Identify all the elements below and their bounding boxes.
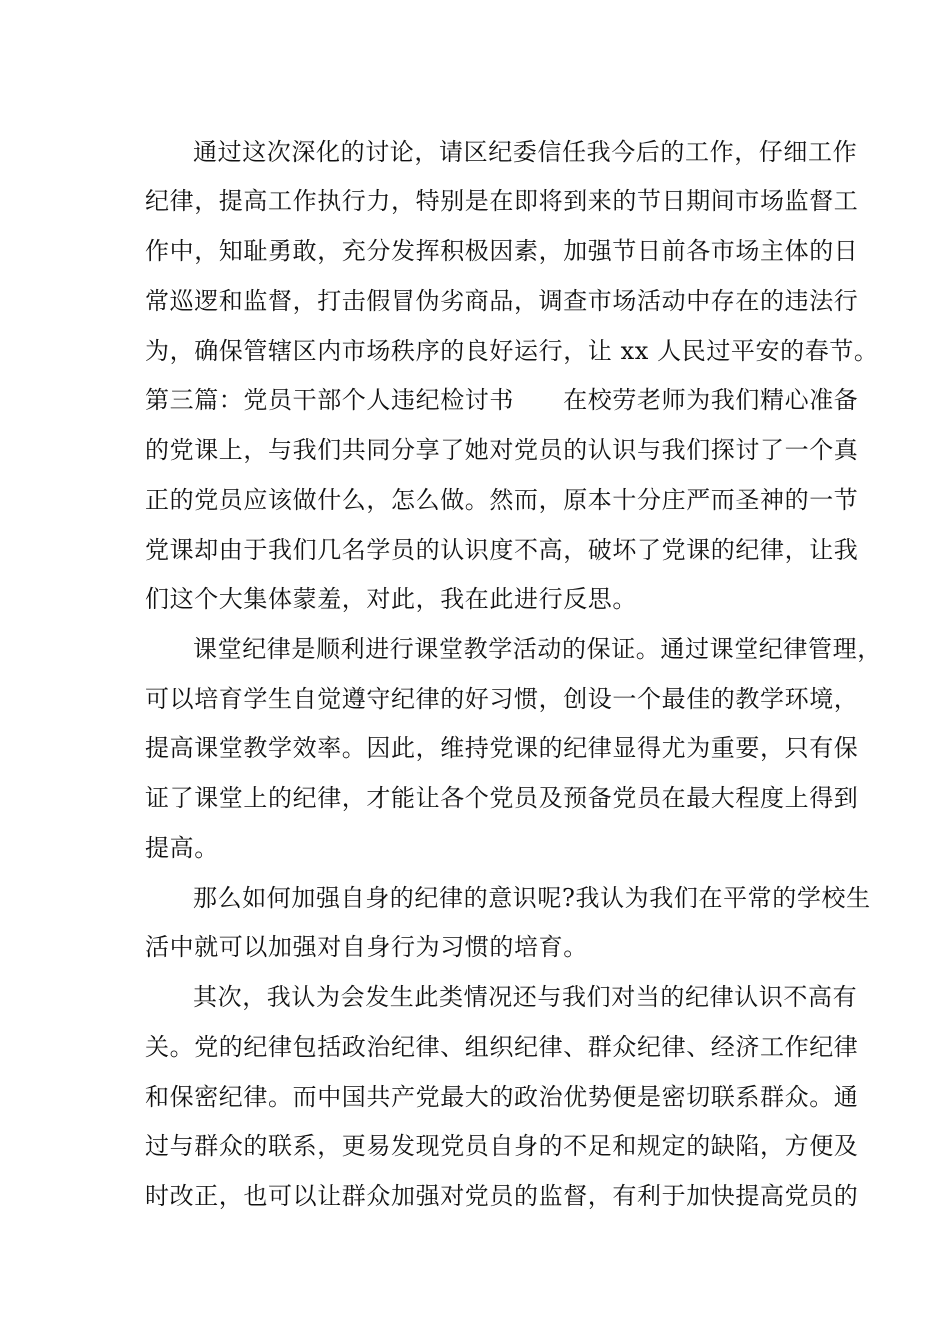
text-line-1: 通过这次深化的讨论，请区纪委信任我今后的工作，仔细工作 bbox=[193, 138, 858, 166]
section-heading-line: 第三篇：党员干部个人违纪检讨书 在校劳老师为我们精心准备 bbox=[145, 386, 859, 414]
text-line-17: 活中就可以加强对自身行为习惯的培育。 bbox=[145, 933, 588, 961]
text-line-2: 纪律，提高工作执行力，特别是在即将到来的节日期间市场监督工 bbox=[145, 187, 859, 215]
text-line-13: 提高课堂教学效率。因此，维持党课的纪律显得尤为重要，只有保 bbox=[145, 734, 859, 762]
text-line-4: 常巡逻和监督，打击假冒伪劣商品，调查市场活动中存在的违法行 bbox=[145, 287, 859, 315]
text-line-15: 提高。 bbox=[145, 834, 219, 862]
text-line-12: 可以培育学生自觉遵守纪律的好习惯，创设一个最佳的教学环境， bbox=[145, 685, 859, 713]
text-line-7: 的党课上，与我们共同分享了她对党员的认识与我们探讨了一个真 bbox=[145, 436, 859, 464]
text-line-19: 关。党的纪律包括政治纪律、组织纪律、群众纪律、经济工作纪律 bbox=[145, 1033, 859, 1061]
text-line-10: 们这个大集体蒙羞，对此，我在此进行反思。 bbox=[145, 585, 637, 613]
text-line-20: 和保密纪律。而中国共产党最大的政治优势便是密切联系群众。通 bbox=[145, 1083, 859, 1111]
text-line-9: 党课却由于我们几名学员的认识度不高，破坏了党课的纪律，让我 bbox=[145, 536, 859, 564]
text-line-3: 作中，知耻勇敢，充分发挥积极因素，加强节日前各市场主体的日 bbox=[145, 237, 859, 265]
text-line-21: 过与群众的联系，更易发现党员自身的不足和规定的缺陷，方便及 bbox=[145, 1132, 859, 1160]
text-line-18: 其次，我认为会发生此类情况还与我们对当的纪律认识不高有 bbox=[193, 983, 858, 1011]
text-line-22: 时改正，也可以让群众加强对党员的监督，有利于加快提高党员的 bbox=[145, 1182, 859, 1210]
text-line-8: 正的党员应该做什么，怎么做。然而，原本十分庄严而圣神的一节 bbox=[145, 486, 859, 514]
text-line-16: 那么如何加强自身的纪律的意识呢?我认为我们在平常的学校生 bbox=[193, 884, 871, 912]
text-line-5: 为，确保管辖区内市场秩序的良好运行，让 xx 人民过平安的春节。 bbox=[145, 337, 879, 365]
text-line-11: 课堂纪律是顺利进行课堂教学活动的保证。通过课堂纪律管理， bbox=[193, 635, 882, 663]
text-line-14: 证了课堂上的纪律，才能让各个党员及预备党员在最大程度上得到 bbox=[145, 784, 859, 812]
